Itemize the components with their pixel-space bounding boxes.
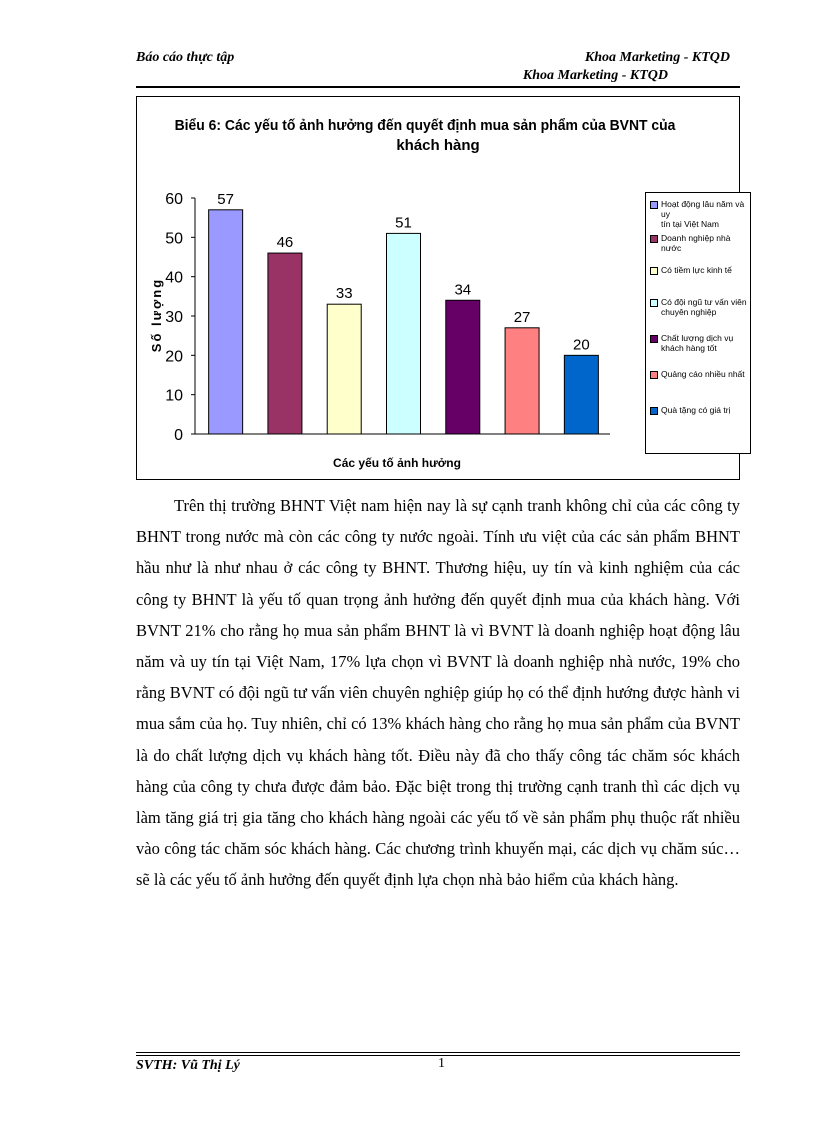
body-text [136,490,740,896]
legend-label: Doanh nghiệp nhà nước [661,233,731,253]
footer-author: SVTH: Vũ Thị Lý [136,1058,240,1073]
legend-item [650,265,750,275]
legend-swatch [650,371,658,379]
chart-legend [645,192,751,454]
chart-title-line-1: Biểu 6: Các yếu tố ảnh hưởng đến quyết định mua sản phẩm của BVNT của [174,117,676,135]
bar-value-label: 27 [513,308,531,326]
legend-swatch [650,201,658,209]
legend-swatch [650,299,658,307]
bar-1 [209,210,243,434]
legend-swatch [650,235,658,243]
legend-item [650,297,750,317]
legend-label: Có đội ngũ tư vấn viên chuyên nghiệp [661,297,747,317]
x-axis-label: Các yếu tố ảnh hưởng [333,456,461,470]
bar-value-label: 57 [217,190,234,208]
y-tick-label: 60 [165,191,183,208]
bar-value-label: 33 [335,285,353,303]
y-tick-label: 0 [174,427,183,444]
legend-swatch [650,407,658,415]
legend-label: Có tiềm lực kinh tế [661,265,732,275]
legend-item [650,233,750,253]
bar-3 [327,304,361,434]
y-tick-label: 40 [165,269,183,287]
legend-label: Quà tặng có giá trị [661,405,731,415]
bar-6 [505,328,539,434]
chart-title-line-2: khách hàng [396,137,480,154]
legend-swatch [650,267,658,275]
bar-2 [268,253,302,434]
bar-7 [564,355,598,434]
legend-swatch [650,335,658,343]
legend-item [650,369,750,379]
y-tick-label: 30 [165,309,183,326]
header-right-title-repeat: Khoa Marketing - KTQD [522,68,668,83]
y-tick-label: 10 [165,387,183,405]
page-number: 1 [438,1056,445,1071]
legend-item [650,405,750,415]
bar-value-label: 46 [276,234,294,252]
y-axis-label: Số lượng [149,277,164,353]
legend-label: Chất lượng dịch vụ khách hàng tốt [661,333,734,353]
header-right-title: Khoa Marketing - KTQD [584,50,730,65]
bar-value-label: 20 [573,336,590,354]
bar-5 [446,300,480,434]
bar-value-label: 34 [454,281,472,299]
legend-item [650,199,750,229]
y-tick-label: 50 [165,230,183,248]
bar-4 [387,233,421,434]
legend-label: Hoạt động lâu năm và uy tín tại Việt Nam [661,199,745,229]
body-paragraph: Trên thị trường BHNT Việt nam hiện nay là sự cạnh tranh không chỉ của các công ty BHNT trong nước mà còn các công ty nước ngoài. Tính ưu việt của các sản phẩm BHNT hầu như là như nhau ở các công ty BHNT. Thương hiệu, uy tín và kinh nghiệm của các công ty BHNT là yếu tố quan trọng ảnh hưởng đến quyết định mua của khách hàng. Với BVNT 21% cho rằng họ mua sản phẩm BHNT là vì BVNT là doanh nghiệp hoạt động lâu năm và uy tín tại Việt Nam, 17% lựa chọn vì BVNT là doanh nghiệp nhà nước, 19% cho rằng BVNT có đội ngũ tư vấn viên chuyên nghiệp giúp họ có thể định hướng được hành vi mua sắm của họ. Tuy nhiên, chỉ có 13% khách hàng cho rằng họ mua sản phẩm của BVNT là do chất lượng dịch vụ khách hàng tốt. Điều này đã cho thấy công tác chăm sóc khách hàng của công ty chưa được đảm bảo. Đặc biệt trong thị trường cạnh tranh thì các dịch vụ làm tăng giá trị gia tăng cho khách hàng ngoài các yếu tố về sản phẩm phụ thuộc rất nhiều vào công tác chăm sóc khách hàng. Các chương trình khuyến mại, các dịch vụ chăm súc…sẽ là các yếu tố ảnh hưởng đến quyết định lựa chọn nhà bảo hiểm của khách hàng. [136,496,740,890]
bar-value-label: 51 [395,214,412,232]
legend-label: Quảng cáo nhiều nhất [661,369,745,379]
legend-item [650,333,750,353]
footer-rule-top [136,1052,740,1053]
header-left-title: Báo cáo thực tập [136,50,235,65]
y-tick-label: 20 [165,348,183,366]
